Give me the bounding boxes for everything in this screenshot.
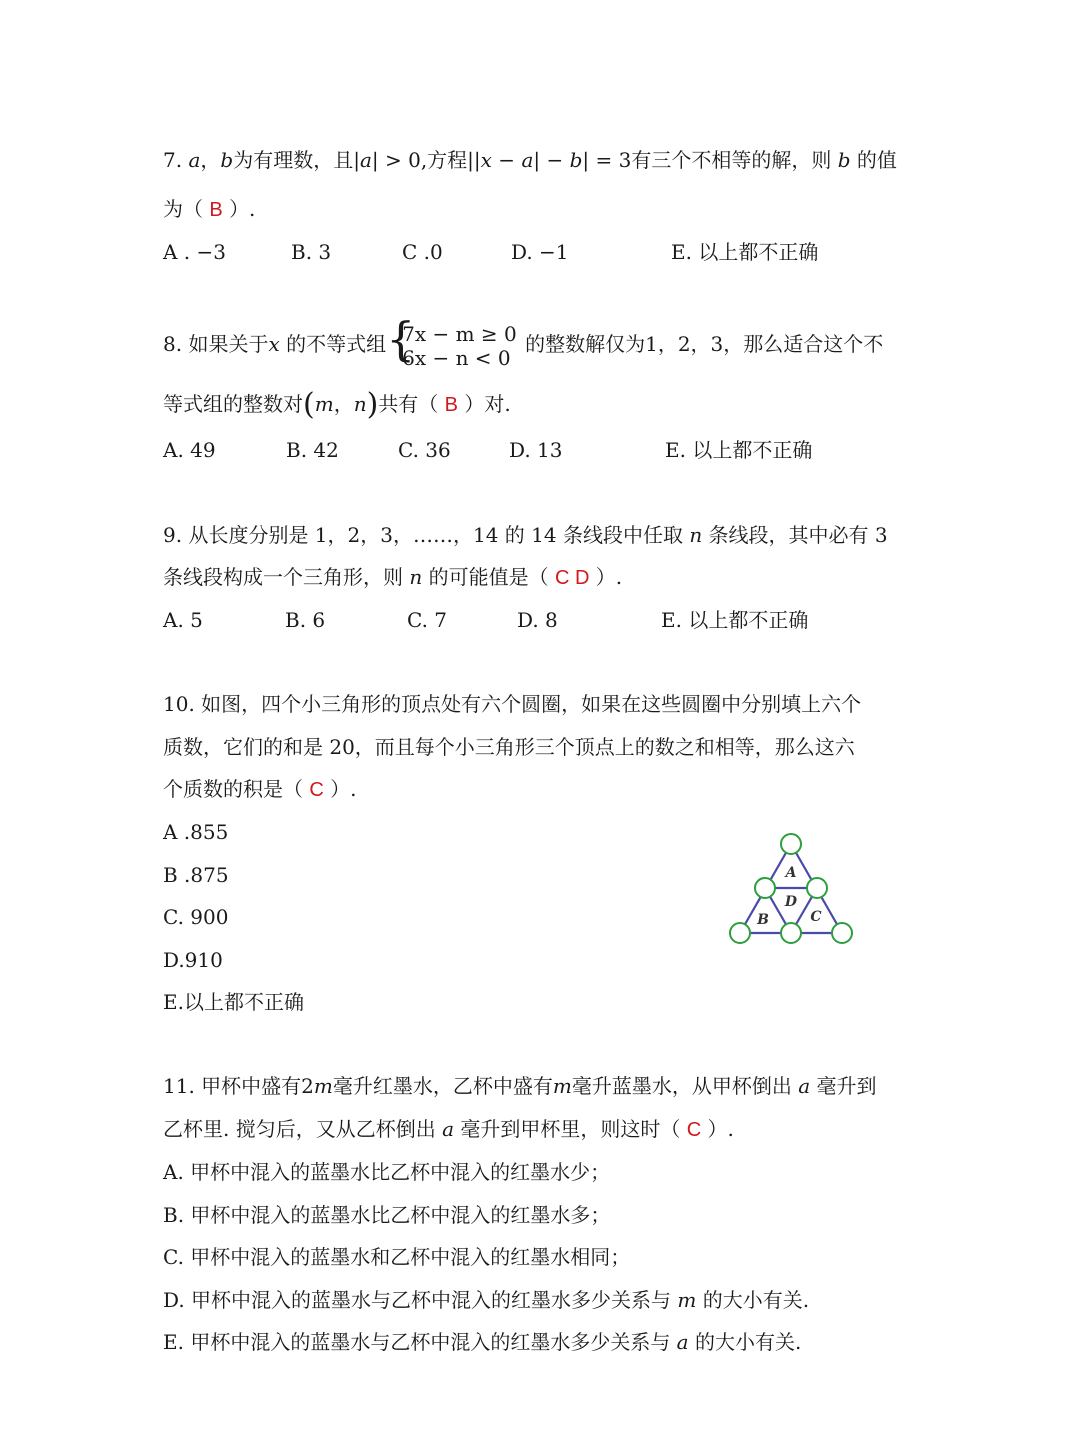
q7-text: −	[491, 148, 522, 172]
q11-text: 毫升到	[810, 1074, 877, 1098]
q11-text: 乙杯里. 搅匀后，又从乙杯倒出	[163, 1117, 443, 1141]
q11-option-b: B. 甲杯中混入的蓝墨水比乙杯中混入的红墨水多；	[163, 1203, 611, 1227]
q11-var: a	[798, 1074, 811, 1098]
q11-stem-line1	[163, 1076, 877, 1096]
q9-answer: C D	[554, 567, 590, 589]
q7-var: a	[188, 148, 201, 172]
triangle-label-a: A	[785, 865, 797, 881]
q11-text: E. 甲杯中混入的蓝墨水与乙杯中混入的红墨水多少关系与	[163, 1330, 677, 1354]
triangle-label-c: C	[810, 909, 822, 925]
circle-mid-left	[755, 878, 775, 898]
q9-option-d: D. 8	[517, 608, 558, 632]
q8-paren: (	[303, 387, 315, 422]
q10-stem-line1	[163, 694, 861, 714]
q10-answer: C	[309, 779, 324, 801]
q7-text: | = 3有三个不相等的解，则	[582, 148, 838, 172]
q9-stem-line1	[163, 525, 888, 545]
q8-inequality-system	[386, 311, 517, 370]
q8-inequality-1: 7x − m ≥ 0	[402, 321, 517, 346]
q8-var: m	[314, 392, 334, 416]
q11-number: 11.	[163, 1074, 195, 1098]
circle-bottom-left	[730, 923, 750, 943]
q11-stem-line2	[163, 1119, 734, 1140]
q11-answer: C	[686, 1119, 702, 1141]
circle-mid-right	[807, 878, 827, 898]
q9-text: 条线段构成一个三角形，则	[163, 565, 410, 589]
q7-var: b	[569, 148, 583, 172]
q8-option-c: C. 36	[398, 438, 451, 462]
q8-text: 等式组的整数对	[163, 392, 303, 416]
q9-stem-line2	[163, 567, 622, 588]
q10-text: 如图，四个小三角形的顶点处有六个圆圈，如果在这些圆圈中分别填上六个	[201, 692, 862, 716]
q7-text: 为（	[163, 197, 203, 221]
circle-bottom-right	[832, 923, 852, 943]
q10-option-a: A .855	[163, 820, 229, 844]
q8-stem-line2	[163, 387, 511, 422]
q10-stem-line2	[163, 737, 855, 757]
q7-text: 为有理数，且|	[233, 148, 360, 172]
q10-text: 质数，它们的和是 20，而且每个小三角形三个顶点上的数之和相等，那么这六	[163, 735, 855, 759]
q8-brace: {	[386, 311, 416, 366]
q11-text: 毫升到甲杯里，则这时（	[454, 1117, 681, 1141]
q7-text: ）.	[229, 197, 256, 221]
q8-paren: )	[366, 387, 379, 422]
q11-text: 毫升红墨水，乙杯中盛有	[332, 1074, 553, 1098]
q9-number: 9.	[163, 523, 183, 547]
q7-var: x	[480, 148, 492, 172]
q10-number: 10.	[163, 692, 195, 716]
q8-text: 的整数解仅为1，2，3，那么适合这个不	[518, 332, 884, 356]
q8-text: 共有（	[378, 392, 439, 416]
q8-text: ，	[333, 392, 354, 416]
q7-stem-line1	[163, 150, 897, 170]
q11-text: D. 甲杯中混入的蓝墨水与乙杯中混入的红墨水多少关系与	[163, 1288, 678, 1312]
q8-option-e: E. 以上都不正确	[665, 438, 813, 462]
q7-option-a: A . −3	[163, 240, 226, 264]
q8-text: ）对.	[464, 392, 511, 416]
q11-option-c: C. 甲杯中混入的蓝墨水和乙杯中混入的红墨水相同；	[163, 1245, 631, 1269]
q11-option-d	[163, 1290, 809, 1310]
q9-text: 条线段，其中必有 3	[702, 523, 888, 547]
q7-text: | −	[533, 148, 570, 172]
q7-option-c: C .0	[402, 240, 443, 264]
q7-text: ，	[200, 148, 221, 172]
q8-option-a: A. 49	[163, 438, 216, 462]
q8-option-b: B. 42	[286, 438, 339, 462]
circle-top	[781, 834, 801, 854]
q8-answer: B	[444, 394, 458, 416]
q11-var: a	[442, 1117, 455, 1141]
q11-var: m	[313, 1074, 333, 1098]
q9-var: n	[409, 565, 423, 589]
q7-stem-line2	[163, 199, 255, 220]
q8-var: x	[268, 332, 280, 356]
q11-var: a	[676, 1330, 689, 1354]
q7-option-b: B. 3	[291, 240, 332, 264]
q10-stem-line3	[163, 779, 357, 800]
q9-text: ）.	[595, 565, 623, 589]
q8-number: 8.	[163, 332, 183, 356]
q7-var: b	[837, 148, 851, 172]
q7-var: a	[521, 148, 534, 172]
q8-stem-line1	[163, 311, 884, 370]
q8-option-d: D. 13	[509, 438, 563, 462]
q9-option-e: E. 以上都不正确	[661, 608, 809, 632]
q11-option-a: A. 甲杯中混入的蓝墨水比乙杯中混入的红墨水少；	[163, 1160, 611, 1184]
q10-text: ）.	[330, 777, 357, 801]
q11-text: 甲杯中盛有2	[201, 1074, 314, 1098]
q7-option-d: D. −1	[511, 240, 569, 264]
q11-text: 的大小有关.	[688, 1330, 802, 1354]
q9-text: 从长度分别是 1，2，3，……，14 的 14 条线段中任取	[188, 523, 690, 547]
q10-option-c: C. 900	[163, 905, 229, 929]
q7-number: 7.	[163, 148, 183, 172]
q11-var: m	[677, 1288, 697, 1312]
triangle-label-d: D	[784, 894, 798, 910]
q9-option-a: A. 5	[163, 608, 203, 632]
q9-text: 的可能值是（	[422, 565, 549, 589]
q7-option-e: E. 以上都不正确	[671, 240, 819, 264]
q7-text: 的值	[850, 148, 897, 172]
q11-option-e	[163, 1332, 801, 1352]
q8-var: n	[353, 392, 367, 416]
triangle-label-b: B	[757, 912, 769, 928]
q11-text: 毫升蓝墨水，从甲杯倒出	[571, 1074, 799, 1098]
q8-text: 如果关于	[188, 332, 269, 356]
q10-option-b: B .875	[163, 863, 229, 887]
q7-text: | > 0,方程||	[371, 148, 481, 172]
q7-answer: B	[209, 199, 223, 221]
q10-option-e: E.以上都不正确	[163, 990, 304, 1014]
q8-text: 的不等式组	[279, 332, 387, 356]
q10-text: 个质数的积是（	[163, 777, 303, 801]
q10-triangle-figure	[725, 828, 859, 950]
q9-option-b: B. 6	[285, 608, 326, 632]
q8-inequality-2: 6x − n < 0	[402, 345, 511, 370]
q11-var: m	[552, 1074, 572, 1098]
q11-text: 的大小有关.	[696, 1288, 810, 1312]
q7-var: b	[220, 148, 234, 172]
q11-text: ）.	[707, 1117, 734, 1141]
q7-var: a	[359, 148, 372, 172]
q10-option-d: D.910	[163, 948, 223, 972]
circle-bottom-mid	[781, 923, 801, 943]
q9-var: n	[689, 523, 703, 547]
q9-option-c: C. 7	[407, 608, 448, 632]
